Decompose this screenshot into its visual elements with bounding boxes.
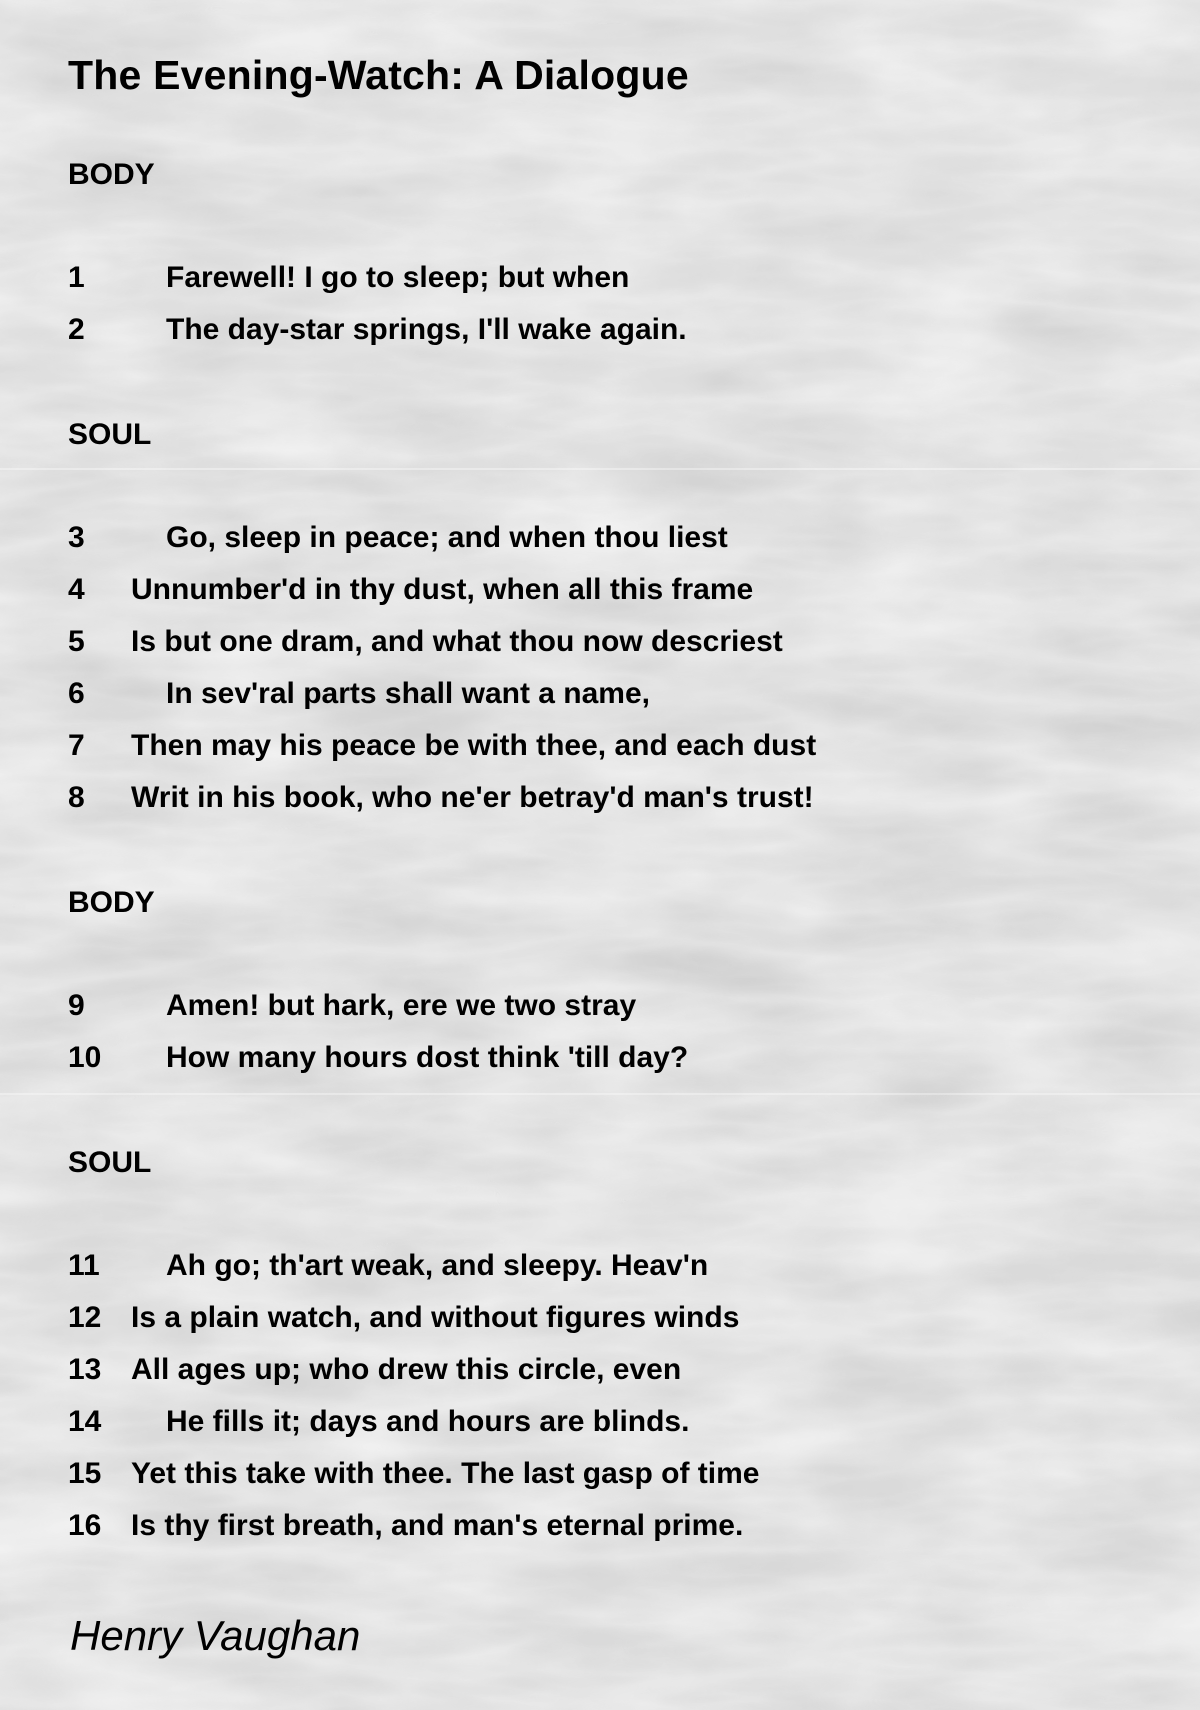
speaker-label-soul: SOUL <box>68 1146 152 1179</box>
line-number: 9 <box>68 989 85 1022</box>
line-number: 16 <box>68 1509 102 1542</box>
line-text: Ah go; th'art weak, and sleepy. Heav'n <box>166 1249 709 1282</box>
poem-title: The Evening-Watch: A Dialogue <box>68 52 689 98</box>
line-number: 2 <box>68 313 85 346</box>
line-text: Writ in his book, who ne'er betray'd man's trust! <box>131 781 814 814</box>
line-number: 15 <box>68 1457 102 1490</box>
line-text: Farewell! I go to sleep; but when <box>166 261 630 294</box>
line-text: How many hours dost think 'till day? <box>166 1041 689 1074</box>
line-number: 11 <box>68 1249 100 1282</box>
line-number: 6 <box>68 677 85 710</box>
line-number: 5 <box>68 625 85 658</box>
line-number: 7 <box>68 729 85 762</box>
line-text: Unnumber'd in thy dust, when all this frame <box>131 573 754 606</box>
line-number: 1 <box>68 261 85 294</box>
line-number: 3 <box>68 521 85 554</box>
line-text: Is but one dram, and what thou now descriest <box>131 625 783 658</box>
line-number: 10 <box>68 1041 102 1074</box>
poem-author: Henry Vaughan <box>70 1612 361 1659</box>
line-text: In sev'ral parts shall want a name, <box>166 677 650 710</box>
line-text: All ages up; who drew this circle, even <box>131 1353 682 1386</box>
line-number: 13 <box>68 1353 102 1386</box>
line-text: Amen! but hark, ere we two stray <box>166 989 637 1022</box>
line-text: The day-star springs, I'll wake again. <box>166 313 687 346</box>
line-text: Go, sleep in peace; and when thou liest <box>166 521 728 554</box>
line-text: Is thy first breath, and man's eternal prime. <box>131 1509 744 1542</box>
line-number: 12 <box>68 1301 102 1334</box>
line-number: 14 <box>68 1405 102 1438</box>
speaker-label-body: BODY <box>68 158 155 191</box>
line-number: 4 <box>68 573 85 606</box>
speaker-label-body: BODY <box>68 886 155 919</box>
line-text: Yet this take with thee. The last gasp of time <box>131 1457 760 1490</box>
line-text: He fills it; days and hours are blinds. <box>166 1405 690 1438</box>
line-number: 8 <box>68 781 85 814</box>
speaker-label-soul: SOUL <box>68 418 152 451</box>
line-text: Is a plain watch, and without figures winds <box>131 1301 740 1334</box>
line-text: Then may his peace be with thee, and each dust <box>131 729 817 762</box>
